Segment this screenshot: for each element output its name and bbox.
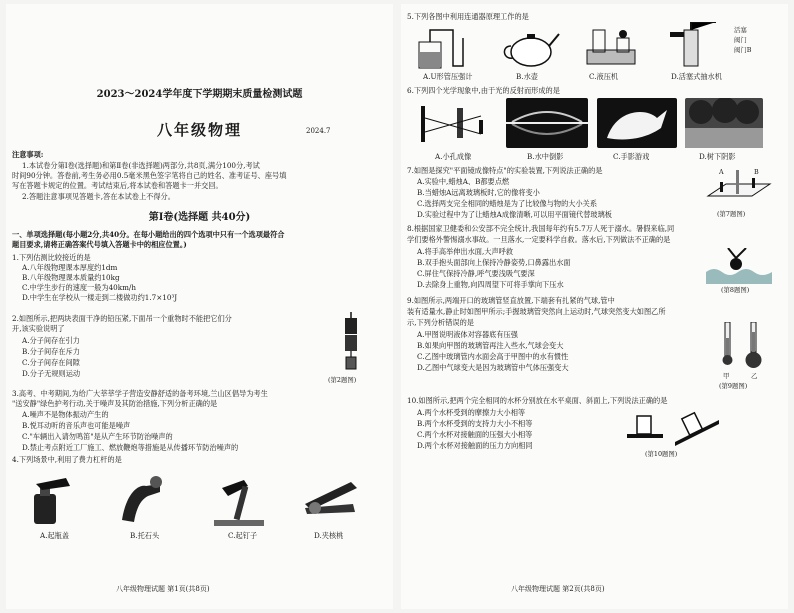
q10-stem: 10.如图所示,把两个完全相同的水杯分别放在水平桌面、斜面上,下列说法正确的是 [407,396,668,405]
valve-b-label: 阀门B [734,46,752,54]
q9-stem: 示,下列分析错误的是 [407,318,474,327]
notice-heading: 注意事项: [12,150,44,159]
q1-option: D.中学生在学校从一楼走到二楼做功约1.7×10³J [22,293,178,302]
q6-option: A.小孔成像 [435,152,472,161]
notice-line: 时间90分钟。答卷前,考生务必用0.5毫米黑色签字笔将自己的姓名、准考证号、座号填 [12,171,287,180]
q2-option: D.分子无规则运动 [22,369,81,378]
q7-caption: (第7题图) [717,210,746,218]
q4-option: A.起瓶盖 [40,531,70,540]
q2-option: A.分子间存在引力 [22,336,80,345]
q7-stem: 7.如图是探究"平面镜成像特点"的实验装置,下列说法正确的是 [407,166,603,175]
q8-caption: (第8题图) [721,286,750,294]
section-intro: 题目要求,请将正确答案代号填入答题卡中的相应位置。) [12,240,187,249]
q10-option: C.两个水杯对接触面的压强大小相等 [417,430,533,439]
q4-option: D.夹核桃 [314,531,344,540]
piston-label: 活塞 [734,26,747,34]
drowning-person-figure [706,248,772,284]
q2-stem: 开,该实验说明了 [12,324,65,333]
q3-option: C."车辆出入请勿鸣笛"是从产生环节防治噪声的 [22,432,173,441]
notice-line: 1.本试卷分第Ⅰ卷(选择题)和第Ⅱ卷(非选择题)两部分,共8页,满分100分,考试 [22,161,260,170]
subject-title: 八年级物理 [156,121,242,139]
lead-cylinders-figure [336,312,366,372]
q4-stem: 4.下列场景中,利用了费力杠杆的是 [12,455,122,464]
q2-stem: 2.如图所示,把两块表面干净的铅压紧,下面吊一个重物时不能把它们分 [12,314,232,323]
exam-title: 2023～2024学年度下学期期末质量检测试题 [96,89,303,100]
forearm-lift-figure [116,474,166,526]
notice-line: 写在答题卡规定的位置。考试结束后,将本试卷和答题卡一并交回。 [12,181,223,190]
exam-date: 2024.7 [306,127,331,135]
q8-option: C.屏住气保持冷静,呼气要浅吸气要深 [417,269,535,278]
q9-option: A.甲图说明液体对容器底有压强 [417,330,518,339]
q6-option: D.树下阴影 [699,152,736,161]
candle-b-label: B [754,168,759,176]
exam-page-1 [6,4,393,609]
u-tube-manometer-figure [417,26,473,70]
q7-option: A.实验中,蜡烛A、B都要点燃 [417,177,510,186]
q8-stem: 学们要格外警惕溺水事故。一旦落水,一定要科学自救。落水后,下列做法不正确的是 [407,235,671,244]
cups-on-surfaces-figure [623,404,723,448]
piston-pump-figure [666,22,726,68]
label-yi: 乙 [751,372,758,380]
tree-shadow-photo [685,98,763,148]
bottle-opener-figure [26,474,76,526]
nail-claw-hammer-figure [214,474,264,526]
q1-option: C.中学生步行的速度一般为40km/h [22,283,136,292]
q7-option: B.当蜡烛A远离玻璃板时,它的像将变小 [417,188,540,197]
q3-option: B.悦耳动听的音乐声也可能是噪声 [22,421,131,430]
q5-option: A.U形管压强计 [423,72,473,81]
q8-option: D.去除身上重物,向四周望下可将手掌向下压水 [417,280,564,289]
q10-option: D.两个水杯对接触面的压力方向相同 [417,441,533,450]
exam-page-2 [401,4,788,609]
q6-option: C.手影游戏 [613,152,650,161]
q10-option: A.两个水杯受到的摩擦力大小相等 [417,408,526,417]
teapot-figure [501,24,561,68]
q9-stem: 9.如图所示,两端开口的玻璃管竖直放置,下端套有扎紧的气球,管中 [407,296,615,305]
notice-line: 2.答题注意事项见答题卡,答在本试卷上不得分。 [22,192,175,201]
hydraulic-press-figure [581,24,641,68]
label-jia: 甲 [723,372,730,380]
q10-option: B.两个水杯受到的支持力大小不相等 [417,419,533,428]
nutcracker-figure [301,474,361,526]
q9-option: D.乙图中气球变大是因为玻璃管中气体压强变大 [417,363,569,372]
q8-option: A.将手高举伸出水面,大声呼救 [417,247,514,256]
q5-option: B.水壶 [516,72,538,81]
q3-stem: "送安静"绿色护考行动,关于噪声及其防治措施,下列分析正确的是 [12,399,218,408]
q4-option: B.托石头 [130,531,160,540]
page-footer: 八年级物理试题 第2页(共8页) [511,585,605,593]
q3-stem: 3.高考、中考期间,为给广大莘莘学子营造安静舒适的备考环境,兰山区倡导为考生 [12,389,268,398]
q2-option: B.分子间存在斥力 [22,347,80,356]
valve-label: 阀门 [734,36,747,44]
section-intro: 一、单项选择题(每小题2分,共40分。在每小题给出的四个选项中只有一个选项最符合 [12,230,285,239]
q6-option: B.水中倒影 [527,152,564,161]
section-title: 第Ⅰ卷(选择题 共40分) [148,212,251,223]
q7-option: C.选择两支完全相同的蜡烛是为了比较像与物的大小关系 [417,199,598,208]
q8-stem: 8.根据国家卫健委和公安部不完全统计,我国每年约有5.7万人死于溺水。暑假来临,同 [407,224,675,233]
pinhole-camera-figure [421,98,497,148]
q1-option: B.八年级物理课本质量约10kg [22,273,120,282]
q7-option: D.实验过程中为了让蜡烛A成像清晰,可以用平面镜代替玻璃板 [417,210,612,219]
q9-option: C.乙图中玻璃管内水面会高于甲图中的水有惯性 [417,352,569,361]
q5-option: D.活塞式抽水机 [671,72,722,81]
water-reflection-photo [506,98,588,148]
q10-caption: (第10题图) [645,450,678,458]
balloon-tubes-figure [713,322,769,372]
hand-shadow-photo [597,98,677,148]
q3-option: A.噪声不是物体振动产生的 [22,410,109,419]
q2-caption: (第2题图) [328,376,357,384]
q5-stem: 5.下列各图中利用连通器原理工作的是 [407,12,529,21]
q2-option: C.分子间存在间隙 [22,358,80,367]
q9-stem: 装有适量水,静止时如图甲所示;手握玻璃管突然向上运动时,气球突然变大如图乙所 [407,307,666,316]
candle-a-label: A [719,168,724,176]
q6-stem: 6.下列四个光学现象中,由于光的反射而形成的是 [407,86,560,95]
q1-option: A.八年级物理课本厚度约1dm [22,263,118,272]
q4-option: C.起钉子 [228,531,258,540]
q8-option: B.双手抱头面部向上保持冷静姿势,口鼻露出水面 [417,258,571,267]
q5-option: C.液压机 [589,72,619,81]
q9-caption: (第9题图) [719,382,748,390]
q3-option: D.禁止考点附近工厂施工、燃放鞭炮等措施是从传播环节防治噪声的 [22,443,239,452]
q9-option: B.如果向甲图的玻璃管再注入些水,气球会变大 [417,341,564,350]
q1-stem: 1.下列估测比较接近的是 [12,253,91,262]
page-footer: 八年级物理试题 第1页(共8页) [116,585,210,593]
mirror-experiment-figure [706,166,772,208]
